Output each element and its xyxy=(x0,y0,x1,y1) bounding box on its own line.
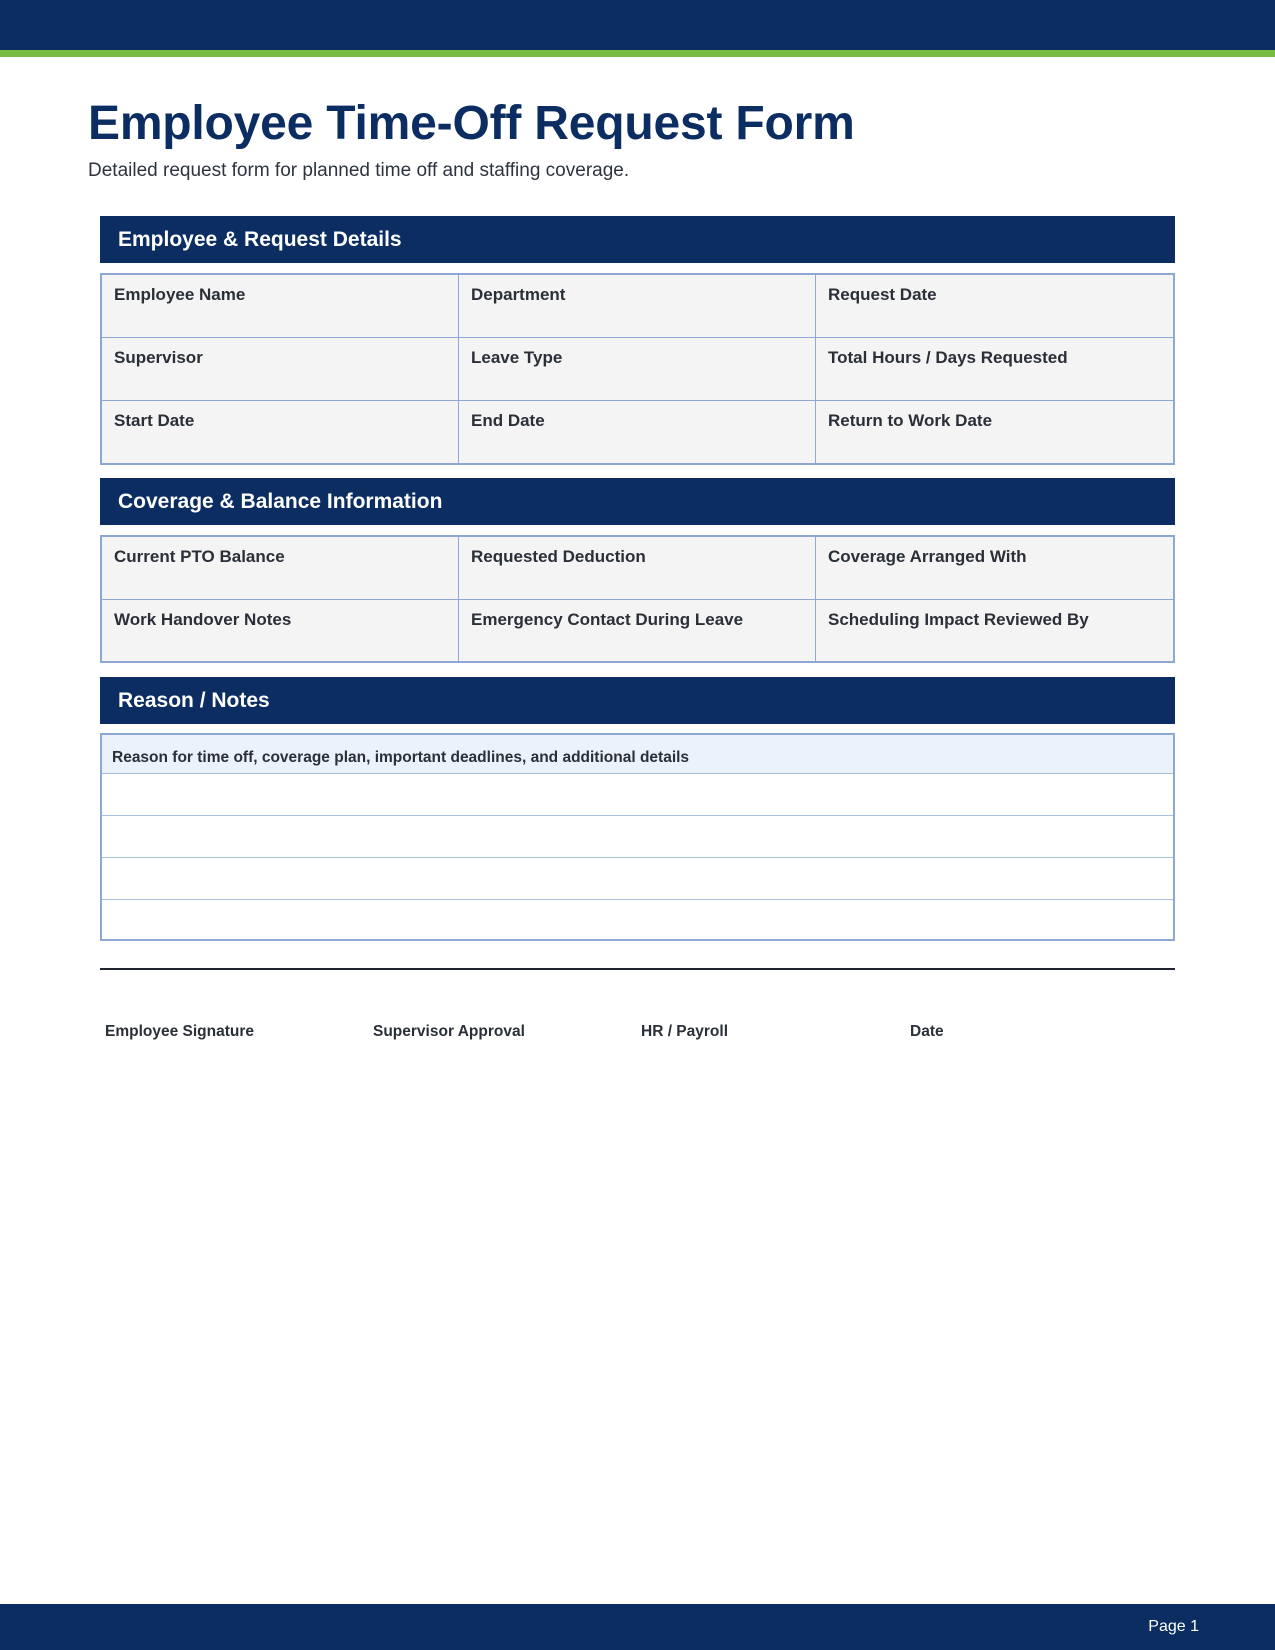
field-employee-name[interactable]: Employee Name xyxy=(102,275,459,338)
notes-line[interactable] xyxy=(102,858,1173,900)
notes-line[interactable] xyxy=(102,816,1173,858)
page-title: Employee Time-Off Request Form xyxy=(88,97,855,150)
notes-line[interactable] xyxy=(102,900,1173,942)
signature-date[interactable]: Date xyxy=(910,1023,944,1040)
field-department[interactable]: Department xyxy=(459,275,816,338)
field-return-to-work-date[interactable]: Return to Work Date xyxy=(828,411,993,430)
page-subtitle: Detailed request form for planned time off and staffing coverage. xyxy=(88,160,630,181)
notes-prompt: Reason for time off, coverage plan, important deadlines, and additional details xyxy=(102,735,1173,774)
section-header-coverage-balance: Coverage & Balance Information xyxy=(100,478,1175,525)
signature-employee[interactable]: Employee Signature xyxy=(105,1023,255,1040)
field-current-pto-balance[interactable]: Current PTO Balance xyxy=(102,537,459,600)
field-start-date[interactable]: Start Date xyxy=(102,401,459,464)
accent-stripe xyxy=(0,50,1275,57)
footer-banner xyxy=(0,1604,1275,1650)
section-header-reason-notes: Reason / Notes xyxy=(100,677,1175,724)
coverage-balance-grid xyxy=(100,535,1175,663)
field-leave-type[interactable]: Leave Type xyxy=(459,338,816,401)
field-request-date[interactable]: Request Date xyxy=(816,275,1173,338)
field-emergency-contact[interactable]: Emergency Contact During Leave xyxy=(459,600,816,663)
field-coverage-arranged-with[interactable]: Coverage Arranged With xyxy=(816,537,1173,600)
field-scheduling-impact-reviewed-by[interactable]: Scheduling Impact Reviewed By xyxy=(828,610,1089,629)
field-supervisor[interactable]: Supervisor xyxy=(102,338,459,401)
notes-line[interactable] xyxy=(102,774,1173,816)
employee-request-grid xyxy=(100,273,1175,465)
field-end-date[interactable]: End Date xyxy=(459,401,816,464)
top-banner xyxy=(0,0,1275,50)
page-number: Page 1 xyxy=(1148,1618,1199,1635)
field-requested-deduction[interactable]: Requested Deduction xyxy=(459,537,816,600)
notes-box xyxy=(100,733,1175,941)
signature-rule xyxy=(100,968,1175,970)
signature-supervisor-approval[interactable]: Supervisor Approval xyxy=(373,1023,525,1040)
field-work-handover-notes[interactable]: Work Handover Notes xyxy=(102,600,459,663)
section-header-employee-request: Employee & Request Details xyxy=(100,216,1175,263)
field-total-hours-days[interactable]: Total Hours / Days Requested xyxy=(816,338,1173,401)
signature-hr-payroll[interactable]: HR / Payroll xyxy=(641,1023,728,1040)
